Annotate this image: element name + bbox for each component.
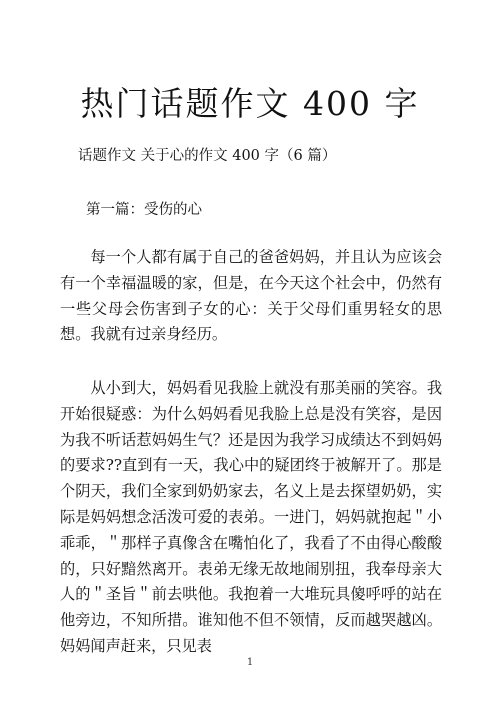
section-heading: 第一篇：受伤的心 <box>86 202 202 218</box>
document-subtitle: 话题作文 关于心的作文 400 字（6 篇） <box>78 148 337 164</box>
body-paragraph: 从小到大，妈妈看见我脸上就没有那美丽的笑容。我开始很疑惑：为什么妈妈看见我脸上总是没有笑容，是因为我不听话惹妈妈生气？还是因为我学习成绩达不到妈妈的要求??直到有一天，我心中的疑团终于被解开了。那是个阴天，我们全家到奶奶家去，名义上是去探望奶奶，实际是妈妈想念活泼可爱的表弟。一进门，妈妈就抱起＂小乖乖，＂那样子真像含在嘴怕化了，我看了不由得心酸酸的，只好黯然离开。表弟无缘无故地闹别扭，我奉母亲大人的＂圣旨＂前去哄他。我抱着一大堆玩具傻呼呼的站在他旁边，不知所措。谁知他不但不领情，反而越哭越凶。妈妈闻声赶来，只见表 <box>60 379 442 655</box>
page-number: 1 <box>246 657 254 668</box>
body-paragraph: 每一个人都有属于自己的爸爸妈妈，并且认为应该会有一个幸福温暖的家，但是，在今天这个社会中，仍然有一些父母会伤害到子女的心：关于父母们重男轻女的思想。我就有过亲身经历。 <box>60 248 442 344</box>
document-title: 热门话题作文 400 字 <box>80 84 420 123</box>
